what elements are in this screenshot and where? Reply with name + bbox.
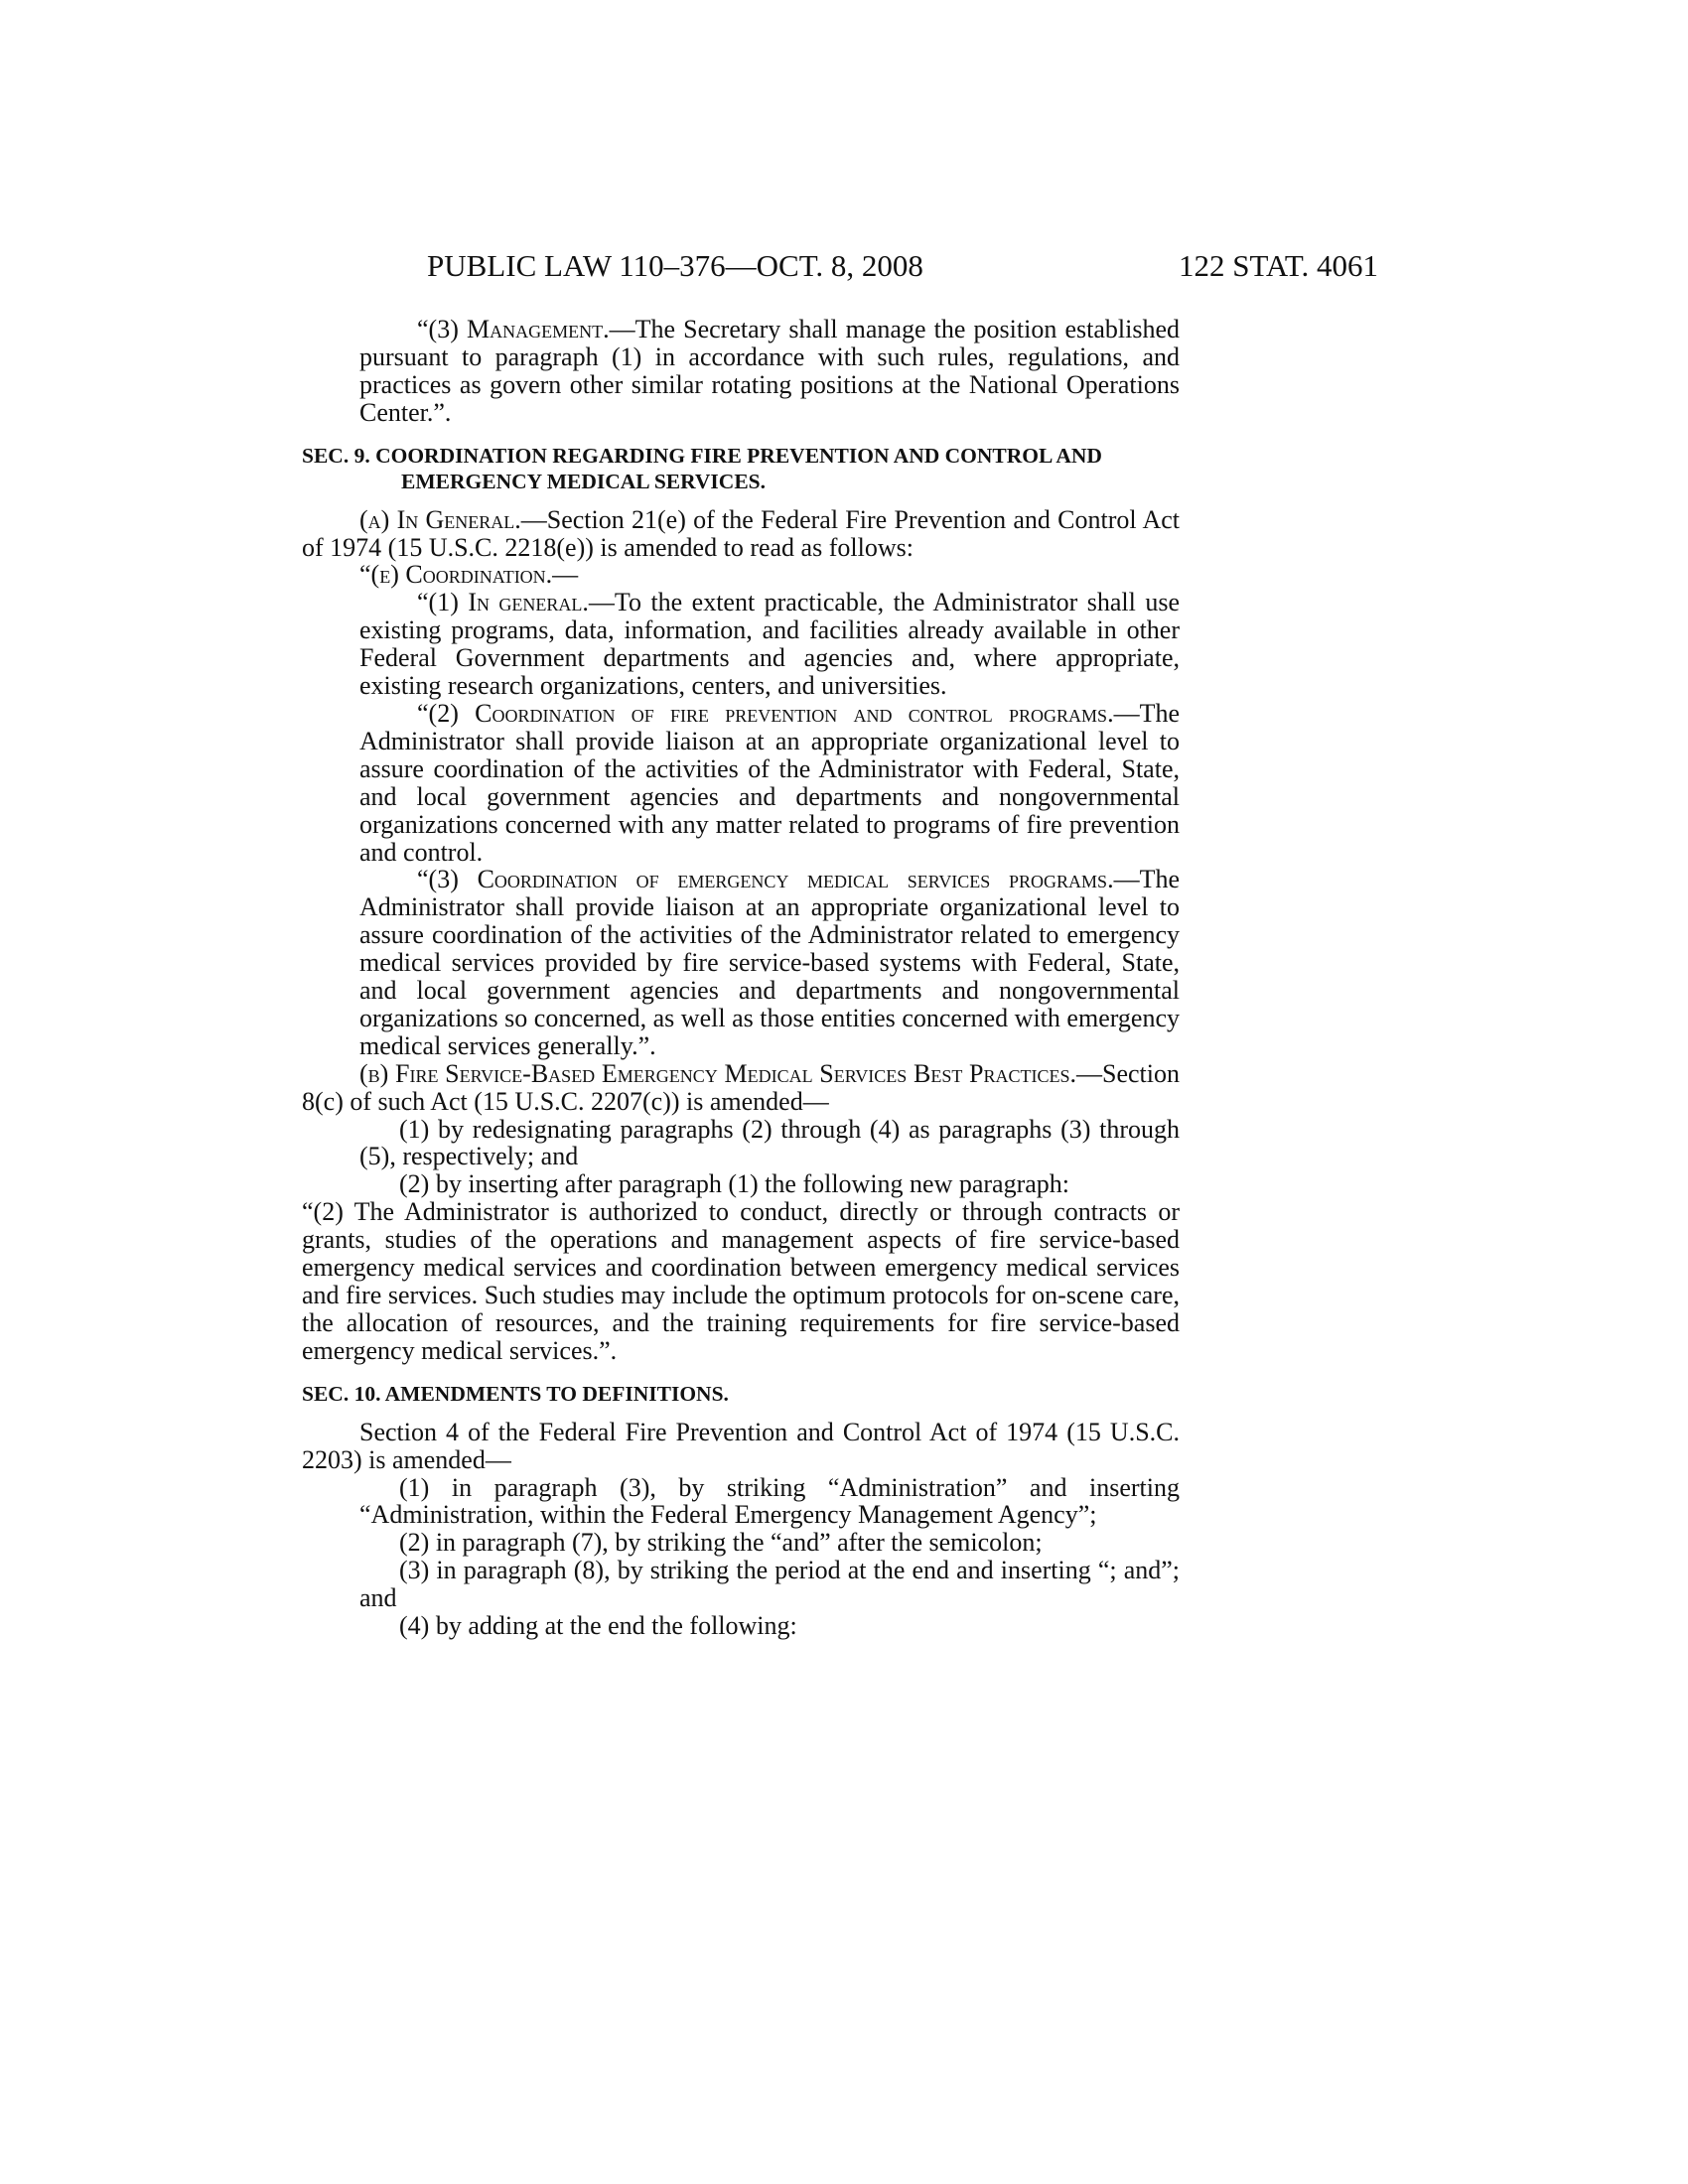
section-9-b-text: —Section 8(c) of such Act (15 U.S.C. 2207(c)) is amended— — [302, 1058, 1180, 1116]
section-10-item-4: (4) by adding at the end the following: — [399, 1611, 797, 1641]
section-10-intro: Section 4 of the Federal Fire Prevention and Control Act of 1974 (15 U.S.C. 2203) is amended— — [302, 1417, 1180, 1474]
paragraph-e3 — [302, 866, 1180, 1059]
section-10-item-3: (3) in paragraph (8), by striking the period at the end and inserting “; and”; and — [359, 1556, 1180, 1613]
section-9-a-text: —Section 21(e) of the Federal Fire Prevention and Control Act of 1974 (15 U.S.C. 2218(e)) is amended to read as follows: — [302, 504, 1180, 562]
e2-text: —The Administrator shall provide liaison at an appropriate organizational level to assure coordination of the activities of the Administrator with Federal, State, and local government agencies and departments and nongovernmental organizations concerned with any matter related to programs of fire prevention and control. — [359, 698, 1180, 867]
section-9-a-heading: (a) In General. — [359, 504, 521, 534]
section-9-a — [302, 506, 1180, 562]
section-9-b — [302, 1060, 1180, 1116]
section-9-b-item-1: (1) by redesignating paragraphs (2) through (4) as paragraphs (3) through (5), respectively; and — [359, 1114, 1180, 1171]
section-9-b-quoted-paragraph: “(2) The Administrator is authorized to conduct, directly or through contracts or grants, studies of the operations and management aspects of fire service-based emergency medical services and coordination between emergency medical services and fire services. Such studies may include the optimum protocols for on-scene care, the allocation of resources, and the training requirements for fire service-based emergency medical services.”. — [302, 1197, 1180, 1365]
section-10-item-1: (1) in paragraph (3), by striking “Administration” and inserting “Administration, within the Federal Emergency Management Agency”; — [359, 1472, 1180, 1530]
e1-text: —To the extent practicable, the Administrator shall use existing programs, data, information, and facilities already available in other Federal Government departments and agencies and, where appropriate, existing research organizations, centers, and universities. — [359, 588, 1180, 701]
section-10-heading: SEC. 10. AMENDMENTS TO DEFINITIONS. — [302, 1381, 729, 1406]
running-head-title: PUBLIC LAW 110–376—OCT. 8, 2008 — [427, 248, 923, 283]
section-9-heading: SEC. 9. COORDINATION REGARDING FIRE PREVENTION AND CONTROL AND EMERGENCY MEDICAL SERVICES. — [302, 443, 1102, 493]
management-heading: “(3) Management. — [417, 315, 610, 343]
management-text: —The Secretary shall manage the position established pursuant to paragraph (1) in accordance with such rules, regulations, and practices as govern other similar rotating positions at the National Operations Center.”. — [359, 315, 1180, 427]
section-9-b-item-2: (2) by inserting after paragraph (1) the following new paragraph: — [399, 1169, 1070, 1199]
document-body — [302, 316, 1180, 1640]
section-10-item-2: (2) in paragraph (7), by striking the “and” after the semicolon; — [399, 1528, 1043, 1558]
subsection-e-heading: “(e) Coordination.— — [359, 560, 579, 590]
paragraph-e1 — [302, 589, 1180, 700]
paragraph-e2 — [302, 700, 1180, 866]
e3-text: —The Administrator shall provide liaison at an appropriate organizational level to assure coordination of the activities of the Administrator related to emergency medical services provided by fire service-based systems with Federal, State, and local government agencies and departments and nongovernmental organizations so concerned, as well as those entities concerned with emergency medical services generally.”. — [359, 865, 1180, 1060]
e3-heading: “(3) Coordination of emergency medical services programs. — [417, 865, 1114, 894]
page-header — [298, 248, 1378, 288]
paragraph-management — [302, 316, 1180, 427]
e1-heading: “(1) In general. — [417, 588, 589, 617]
section-9-b-heading: (b) Fire Service-Based Emergency Medical Services Best Practices. — [359, 1058, 1076, 1088]
page-stat-number: 122 STAT. 4061 — [1178, 248, 1378, 283]
e2-heading: “(2) Coordination of fire prevention and control programs. — [417, 698, 1114, 728]
